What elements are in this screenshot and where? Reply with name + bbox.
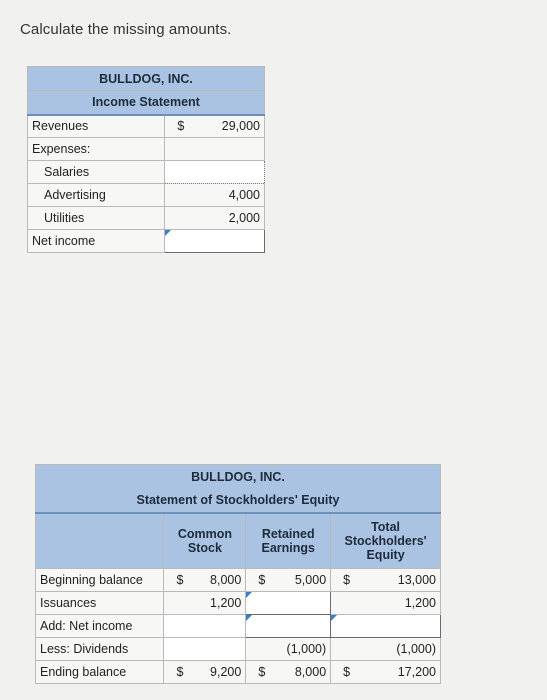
retained-earnings-header: Retained Earnings xyxy=(246,513,331,569)
table-row: Ending balance $ 9,200 $ 8,000 $ 17,200 xyxy=(36,661,441,684)
less-dividends-label: Less: Dividends xyxy=(36,638,164,661)
input-marker-icon xyxy=(165,230,171,236)
input-marker-icon xyxy=(246,615,252,621)
input-marker-icon xyxy=(331,615,337,621)
salaries-label: Salaries xyxy=(28,161,165,184)
issuances-re-input[interactable] xyxy=(246,592,331,615)
equity-statement-title: Statement of Stockholders' Equity xyxy=(36,489,441,513)
instruction-text: Calculate the missing amounts. xyxy=(20,21,232,38)
table-row xyxy=(28,207,265,230)
ending-balance-label: Ending balance xyxy=(36,661,164,684)
issuances-total-value: 1,200 xyxy=(331,592,441,615)
income-statement-table xyxy=(27,66,265,253)
table-row xyxy=(28,161,265,184)
ending-re-value: 8,000 xyxy=(294,665,327,679)
net-income-label: Net income xyxy=(28,230,165,253)
utilities-value: 2,000 xyxy=(165,207,265,230)
income-statement-title: Income Statement xyxy=(28,91,265,115)
table-row xyxy=(28,230,265,253)
advertising-label: Advertising xyxy=(28,184,165,207)
common-stock-header: Common Stock xyxy=(164,513,246,569)
equity-statement-table xyxy=(35,464,441,684)
input-marker-icon xyxy=(246,592,252,598)
net-income-cs-input[interactable] xyxy=(164,615,246,638)
equity-company-name: BULLDOG, INC. xyxy=(36,465,441,489)
ending-cs-value: 9,200 xyxy=(210,665,242,679)
revenues-value: 29,000 xyxy=(221,119,260,134)
income-company-name: BULLDOG, INC. xyxy=(28,67,265,91)
issuances-label: Issuances xyxy=(36,592,164,615)
net-income-re-input[interactable] xyxy=(246,615,331,638)
table-row xyxy=(28,138,265,161)
table-row xyxy=(36,638,441,661)
beginning-balance-label: Beginning balance xyxy=(36,569,164,592)
table-row xyxy=(28,115,265,138)
beginning-cs-value: 8,000 xyxy=(210,573,242,587)
revenues-label: Revenues xyxy=(28,115,165,138)
beginning-total-value: 13,000 xyxy=(397,573,436,587)
utilities-label: Utilities xyxy=(28,207,165,230)
ending-total-value: 17,200 xyxy=(397,665,436,679)
revenues-value-cell xyxy=(165,115,265,138)
table-row xyxy=(28,184,265,207)
dividends-total-value: (1,000) xyxy=(331,638,441,661)
net-income-input[interactable] xyxy=(165,230,265,253)
table-row xyxy=(36,615,441,638)
table-row: Beginning balance $ 8,000 $ 5,000 $ 13,000 xyxy=(36,569,441,592)
table-row xyxy=(36,592,441,615)
dividends-cs-input[interactable] xyxy=(164,638,246,661)
net-income-total-input[interactable] xyxy=(331,615,441,638)
beginning-re-value: 5,000 xyxy=(294,573,327,587)
dividends-re-value: (1,000) xyxy=(246,638,331,661)
salaries-input[interactable] xyxy=(165,161,265,184)
add-net-income-label: Add: Net income xyxy=(36,615,164,638)
total-equity-header: Total Stockholders' Equity xyxy=(331,513,441,569)
issuances-cs-value: 1,200 xyxy=(164,592,246,615)
currency-symbol: $ xyxy=(177,119,185,134)
expenses-label: Expenses: xyxy=(28,138,165,161)
advertising-value: 4,000 xyxy=(165,184,265,207)
